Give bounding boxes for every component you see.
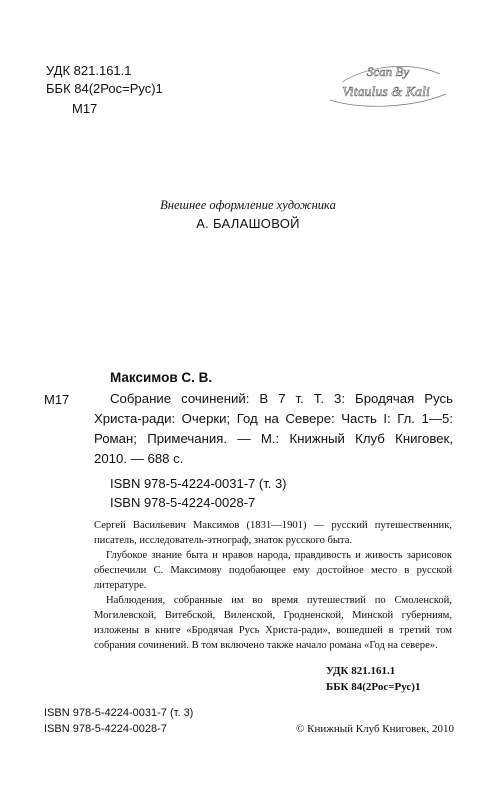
copyright: © Книжный Клуб Книговек, 2010 [296, 723, 454, 735]
catalog-description-line: Роман; Примечания. — М.: Книжный Клуб Книговек, [94, 431, 453, 446]
author-mark: М17 [72, 101, 98, 116]
catalog-description-line: 2010. — 688 с. [94, 451, 184, 466]
footer-isbn: ISBN 978-5-4224-0031-7 (т. 3) [44, 707, 194, 719]
designer-name: А. БАЛАШОВОЙ [196, 216, 300, 231]
watermark-line2: Vitaulus & Kali [342, 85, 430, 100]
catalog-isbn: ISBN 978-5-4224-0031-7 (т. 3) [110, 476, 287, 491]
annotation-paragraph: Сергей Васильевич Максимов (1831—1901) — русский путешественник, писатель, исследователь-этнограф, знаток русского быта. [94, 520, 452, 546]
annotation-paragraph: Глубокое знание быта и нравов народа, правдивость и живость зарисовок обеспечили С. Максимову подобающее ему достойное место в русской литературе. [94, 550, 452, 591]
catalog-description-line: Собрание сочинений: В 7 т. Т. 3: Бродячая Русь [110, 391, 453, 406]
annotation [94, 518, 452, 653]
udk-code: УДК 821.161.1 [46, 63, 132, 78]
footer-isbn: ISBN 978-5-4224-0028-7 [44, 723, 167, 735]
catalog-mark: М17 [44, 392, 70, 407]
designer-caption: Внешнее оформление художника [160, 198, 336, 212]
scanner-watermark [322, 56, 452, 112]
annotation-paragraph: Наблюдения, собранные им во время путешествий по Смоленской, Могилевской, Витебской, Виленской, Гродненской, Минской губерниям, изложены в книге «Бродячая Русь Христа-ради», вошедшей в третий том собрания сочинений. В том включено также начало романа «Год на севере». [94, 595, 452, 651]
catalog-description-line: Христа-ради: Очерки; Год на Севере: Часть I: Гл. 1—5: [94, 411, 453, 426]
footer-bbk: ББК 84(2Рос=Рус)1 [326, 681, 421, 693]
bbk-code: ББК 84(2Рос=Рус)1 [46, 81, 163, 96]
footer-udk: УДК 821.161.1 [326, 665, 396, 677]
watermark-line1: Scan By [366, 64, 410, 79]
catalog-author: Максимов С. В. [110, 370, 213, 385]
catalog-isbn: ISBN 978-5-4224-0028-7 [110, 495, 256, 510]
